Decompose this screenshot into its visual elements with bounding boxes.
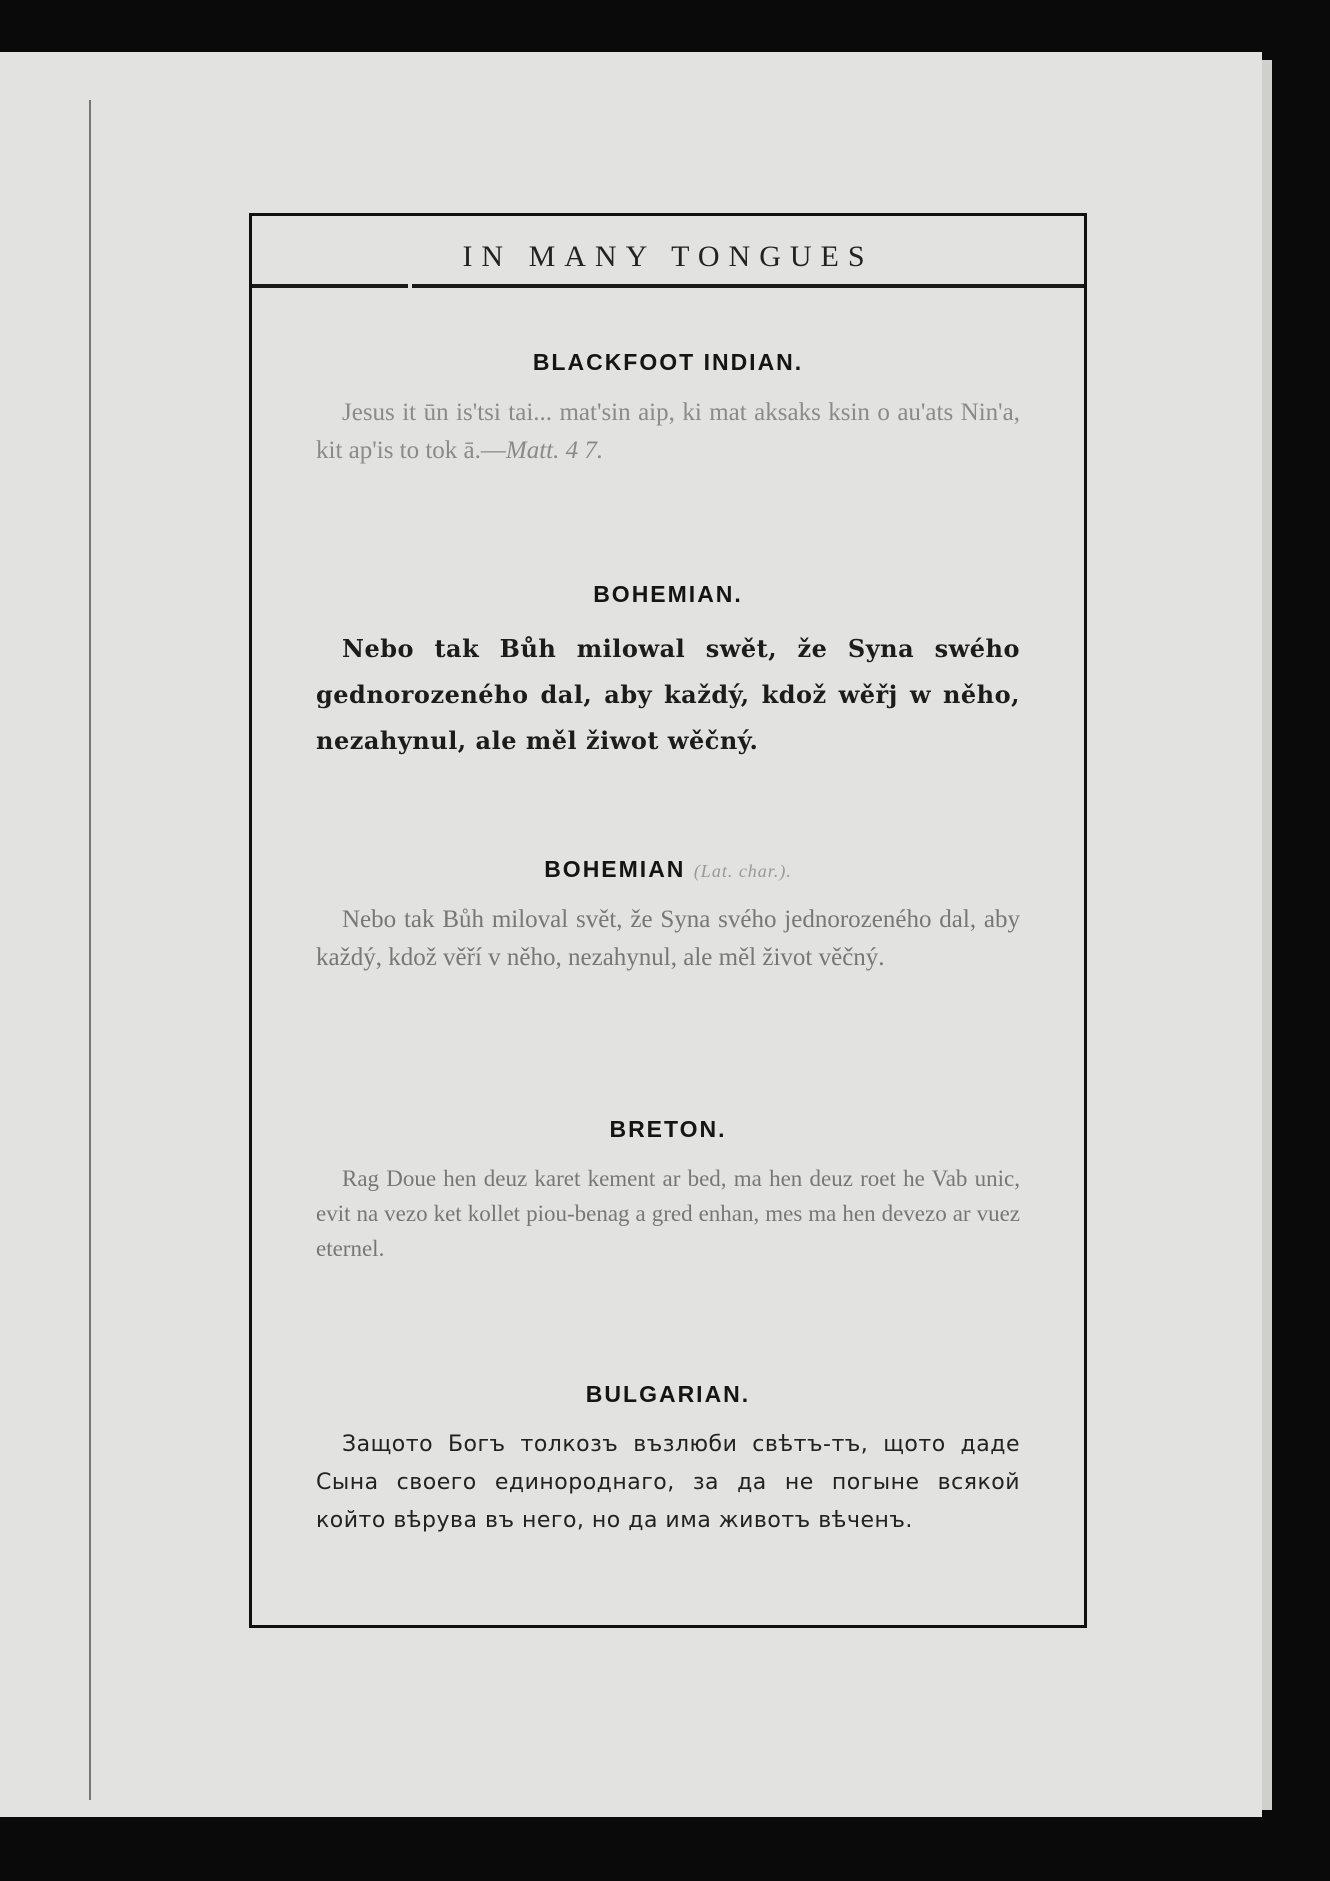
section-title: BULGARIAN. [585,1381,751,1407]
section-title: BOHEMIAN. [593,581,743,607]
section-text: Защото Богъ толкозъ възлюби свѣтъ-тъ, щото даде Сына своего единороднаго, за да не погыне всякой който вѣрува въ него, но да има животъ вѣченъ. [316,1432,1020,1533]
book-spine [89,100,91,1800]
section-bohemian-latin [316,856,1020,977]
section-title: BLACKFOOT INDIAN. [532,349,804,375]
verse-reference: Matt. 4 7. [505,437,604,464]
section-text: Rag Doue hen deuz karet kement ar bed, ma hen deuz roet he Vab unic, evit na vezo ket kollet piou-benag a gred enhan, mes ma hen devezo ar vuez eternel. [316,1166,1020,1261]
section-title-note: (Lat. char.). [693,861,792,881]
section-text [316,394,1020,470]
page-header [252,216,1084,286]
section-title-text: BOHEMIAN [544,856,686,882]
page-frame [249,213,1087,1628]
section-bohemian [316,581,1020,764]
section-blackfoot-indian [316,349,1020,470]
page-edge [1262,60,1272,1810]
section-text: Nebo tak Bůh miloval svět, že Syna svého jednorozeného dal, aby každý, kdož věří v něho, nezahynul, ale měl život věčný. [316,906,1020,971]
section-title: BRETON. [609,1116,727,1142]
verse-text: Jesus it ūn is'tsi tai... mat'sin aip, ki mat aksaks ksin o au'ats Nin'a, kit ap'is to tok ā.— [316,399,1020,464]
header-rule [252,284,1084,288]
section-title [316,856,1020,883]
section-text: Nebo tak Bůh milowal swět, že Syna swého gednorozeného dal, aby každý, kdož wěřj w něho, nezahynul, ale měl žiwot wěčný. [316,634,1020,755]
page-title: IN MANY TONGUES [462,240,874,273]
section-breton [316,1116,1020,1266]
section-bulgarian [316,1381,1020,1540]
